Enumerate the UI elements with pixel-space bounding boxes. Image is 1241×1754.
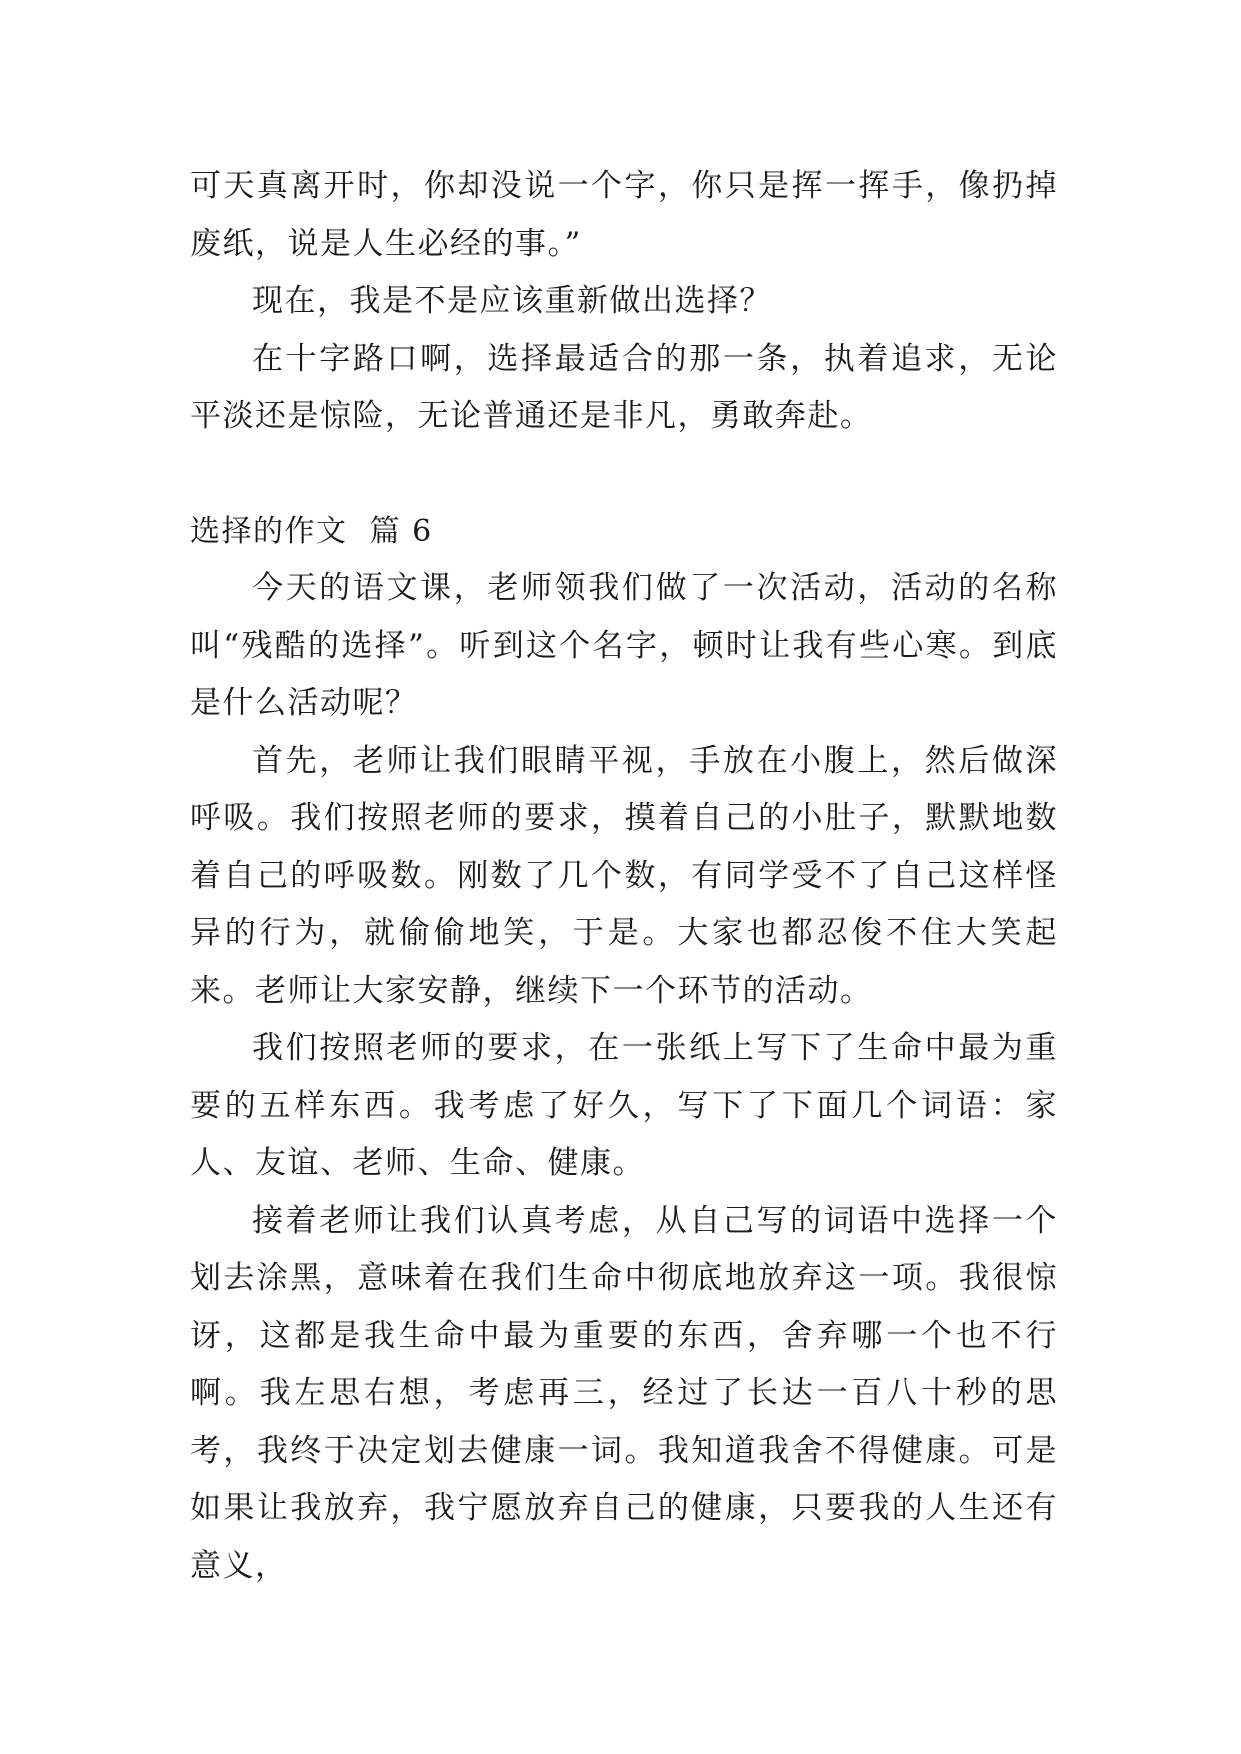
paragraph: 现在，我是不是应该重新做出选择？ [252,283,772,319]
paragraph: 在十字路口啊，选择最适合的那一条，执着追求，无论平淡还是惊险，无论普通还是非凡，勇敢奔赴。 [190,340,1058,434]
paragraph: 今天的语文课，老师领我们做了一次活动，活动的名称叫“残酷的选择”。听到这个名字，顿时让我有些心寒。到底是什么活动呢？ [190,570,1058,721]
paragraph: 首先，老师让我们眼睛平视，手放在小腹上，然后做深呼吸。我们按照老师的要求，摸着自己的小肚子，默默地数着自己的呼吸数。刚数了几个数，有同学受不了自己这样怪异的行为，就偷偷地笑，于是。大家也都忍俊不住大笑起来。老师让大家安静，继续下一个环节的活动。 [190,742,1058,1009]
section-heading: 选择的作文 篇 6 [190,513,433,549]
paragraph: 接着老师让我们认真考虑，从自己写的词语中选择一个划去涂黑，意味着在我们生命中彻底地放弃这一项。我很惊讶，这都是我生命中最为重要的东西，舍弃哪一个也不行啊。我左思右想，考虑再三，经过了长达一百八十秒的思考，我终于决定划去健康一词。我知道我舍不得健康。可是如果让我放弃，我宁愿放弃自己的健康，只要我的人生还有意义， [190,1202,1058,1584]
document-body [190,158,1058,1595]
paragraph: 我们按照老师的要求，在一张纸上写下了生命中最为重要的五样东西。我考虑了好久，写下了下面几个词语：家人、友谊、老师、生命、健康。 [190,1030,1058,1181]
paragraph: 可天真离开时，你却没说一个字，你只是挥一挥手，像扔掉废纸，说是人生必经的事。” [190,168,1058,262]
